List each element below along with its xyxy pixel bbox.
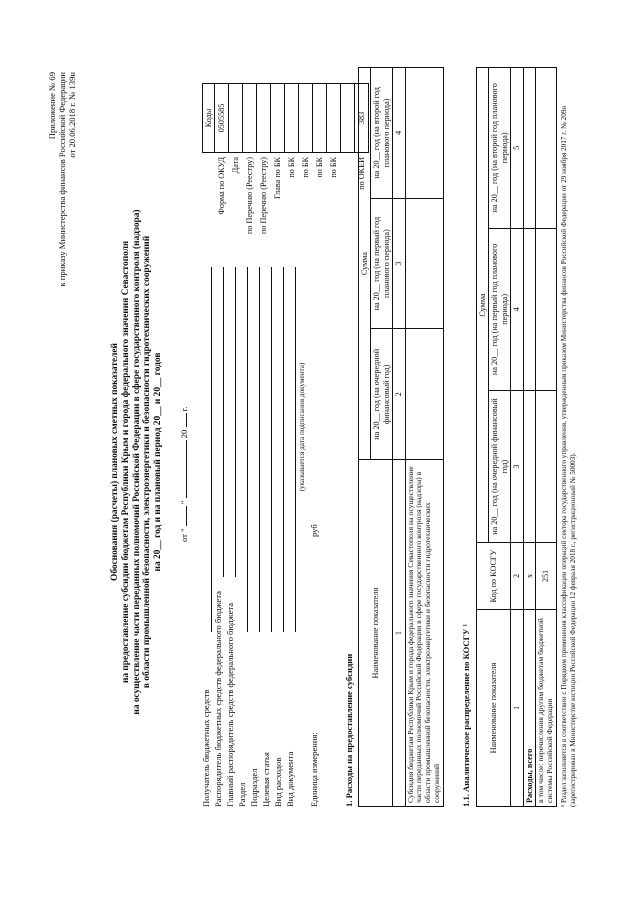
codes-row-label <box>341 152 355 237</box>
field-row <box>310 247 324 807</box>
codes-row-label: Глава по БК <box>273 156 283 199</box>
field-line <box>283 267 284 632</box>
title-line: на осуществление части переданных полномочий Российской Федерации в сфере государственного контроля (надзора) <box>131 209 142 715</box>
field-label: Вид расходов <box>273 757 283 807</box>
field-label: Распорядитель бюджетных средств федерального бюджета <box>213 591 223 807</box>
title-line: Обоснования (расчеты) плановых сметных показателей <box>110 343 120 581</box>
codes-row-label: по ОКЕИ <box>357 156 367 190</box>
col-number: 4 <box>393 68 405 199</box>
codes-row-value <box>229 83 243 152</box>
date-line <box>180 342 190 542</box>
total-row-code: x <box>523 543 535 610</box>
codes-row <box>215 83 229 237</box>
codes-row <box>229 83 243 237</box>
appendix-line: к приказу Министерства финансов Российской Федерации <box>56 72 67 287</box>
codes-row-value <box>299 83 313 152</box>
fields-block <box>202 247 324 807</box>
field-line <box>235 267 236 577</box>
field-label: Вид документа <box>285 751 295 807</box>
col-number: 2 <box>393 329 405 460</box>
rotated-page <box>40 12 600 892</box>
codes-row-value <box>257 83 271 152</box>
field-row <box>286 247 298 807</box>
transfer-row-name: в том числе: перечисления другим бюджетам бюджетной системы Российской Федерации <box>536 610 556 807</box>
field-row <box>238 247 250 807</box>
field-label: Подраздел <box>249 768 259 807</box>
col-year3-header: на 20__ год (на второй год планового периода) <box>489 68 511 229</box>
section11-table <box>476 67 557 807</box>
codes-row-label: по Перечню (Реестру) <box>245 156 255 234</box>
codes-row <box>285 83 299 237</box>
field-label: Целевая статья <box>261 752 271 807</box>
col-name-header: Наименование показателя <box>359 460 393 807</box>
field-row <box>274 247 286 807</box>
codes-row-value <box>341 83 355 152</box>
subsidy-row-value <box>405 68 443 199</box>
total-row-value <box>523 228 535 391</box>
codes-row <box>271 83 285 237</box>
subsidy-row-value <box>405 198 443 329</box>
field-label: Главный распорядитель средств федерального бюджета <box>225 602 235 807</box>
codes-header: Коды <box>203 83 215 152</box>
transfer-row-value <box>536 391 556 543</box>
codes-row <box>313 83 327 237</box>
field-label: Получатель бюджетных средств <box>201 689 211 807</box>
col-kosgu-header: Код по КОСГУ <box>477 543 511 610</box>
field-label: Раздел <box>237 782 247 807</box>
subsidy-row-value <box>405 329 443 460</box>
codes-row-label: по Перечню (Реестру) <box>259 156 269 234</box>
date-prefix: от " <box>179 528 189 542</box>
section11-title: 1.1. Аналитическое распределение по КОСГУ ¹ <box>461 623 471 807</box>
footnote: ¹ Раздел заполняется в соответствии с Порядком применения классификации операций сектора государственного управления, утвержденным приказом Министерства финансов Российской Федерации от 29 ноября 2017 г. № 209н (зарегистрирован в Министерстве юстиции Российской Федерации 12 февраля 2018 г., регистрационный № 50003). <box>560 105 577 807</box>
title-line: на предоставление субсидии бюджетам Республики Крым и города федерального значения Севастополя <box>120 240 131 684</box>
codes-row <box>341 83 355 237</box>
col-sum-header: Сумма <box>359 68 371 460</box>
col-number: 4 <box>511 228 523 391</box>
title-line: на 20__ год и на плановый период 20__ и 20__ годов <box>153 352 164 572</box>
col-sum-header: Сумма <box>477 68 489 543</box>
col-number: 3 <box>393 198 405 329</box>
codes-label-cell <box>203 152 215 237</box>
codes-row <box>327 83 341 237</box>
col-year1-header: на 20__ год (на очередной финансовый год) <box>489 391 511 543</box>
col-year2-header: на 20__ год (на первый год планового периода) <box>489 228 511 391</box>
col-year3-header: на 20__ год (на второй год планового периода) <box>371 68 393 199</box>
field-label: Единица измерения: <box>309 732 319 807</box>
field-line <box>247 267 248 632</box>
col-number: 1 <box>511 610 523 807</box>
codes-row-value <box>327 83 341 152</box>
section11-block <box>476 67 557 807</box>
codes-row-label: Дата <box>231 156 241 174</box>
section1-title: 1. Расходы на предоставление субсидии <box>344 653 354 807</box>
field-line <box>295 267 296 632</box>
date-note: (указывается дата подписания документа) <box>298 362 306 492</box>
section1-block <box>358 67 444 807</box>
codes-row-label: Форма по ОКУД <box>217 156 227 215</box>
field-row <box>226 247 238 807</box>
codes-row-label: по БК <box>301 156 311 178</box>
codes-row-value <box>271 83 285 152</box>
field-row <box>262 247 274 807</box>
field-line <box>271 267 272 632</box>
date-year-blank <box>186 414 187 428</box>
codes-row-value <box>285 83 299 152</box>
codes-row-value: 0505585 <box>215 83 229 152</box>
document-sheet <box>40 12 600 892</box>
section1-table <box>358 67 444 807</box>
field-line <box>259 267 260 632</box>
codes-row-label: по БК <box>329 156 339 178</box>
appendix-block <box>48 72 78 432</box>
appendix-title: Приложение № 69 <box>47 72 57 140</box>
codes-row <box>257 83 271 237</box>
date-mid: " <box>179 500 189 505</box>
codes-block <box>202 83 369 237</box>
col-number: 2 <box>511 543 523 610</box>
codes-row-label: по БК <box>287 156 297 178</box>
field-row <box>250 247 262 807</box>
transfer-row-value <box>536 228 556 391</box>
transfer-row-code: 251 <box>536 543 556 610</box>
col-year2-header: на 20__ год (на первый год планового периода) <box>371 198 393 329</box>
codes-table <box>202 83 369 237</box>
transfer-row-value <box>536 68 556 229</box>
appendix-line: от 20.06.2018 г. № 139н <box>66 72 77 158</box>
document-title <box>110 102 164 822</box>
unit-value: руб <box>309 524 319 537</box>
date-day-blank <box>186 506 187 526</box>
date-month-blank <box>186 440 187 498</box>
field-line <box>211 267 212 632</box>
col-name-header: Наименование показателя <box>477 610 511 807</box>
total-row-value <box>523 391 535 543</box>
subsidy-row-name: Субсидия бюджетам Республики Крым и города федерального значения Севастополя на осуществление части переданных полномочий Российской Федерации в сфере государственного контроля (надзора) в области промышленной безопасности, электроэнергетики и безопасности гидротехнических сооружений <box>405 460 443 807</box>
total-row-name: Расходы, всего <box>523 610 535 807</box>
field-line <box>223 267 224 577</box>
codes-row-value <box>313 83 327 152</box>
codes-row <box>243 83 257 237</box>
codes-row-value <box>243 83 257 152</box>
col-year1-header: на 20__ год (на очередной финансовый год) <box>371 329 393 460</box>
codes-row <box>299 83 313 237</box>
date-year: 20 <box>179 429 189 439</box>
codes-row-label: по БК <box>315 156 325 178</box>
col-number: 1 <box>393 460 405 807</box>
col-number: 3 <box>511 391 523 543</box>
title-line: в области промышленной безопасности, электроэнергетики и безопасности гидротехнических сооружений <box>142 235 153 689</box>
col-number: 5 <box>511 68 523 229</box>
date-suffix: г. <box>179 406 189 412</box>
total-row-value <box>523 68 535 229</box>
codes-row-value: 383 <box>355 83 369 152</box>
